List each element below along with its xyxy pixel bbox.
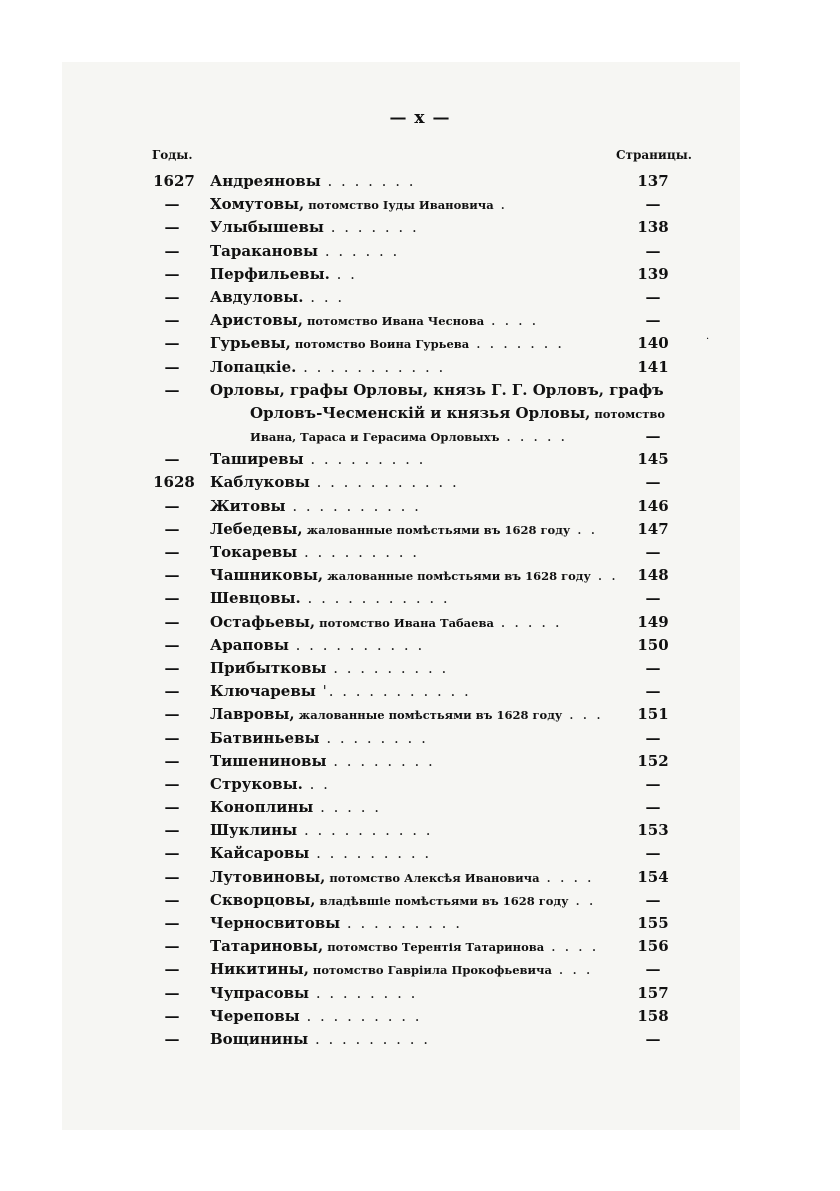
leader-dots: . . . . . . . . . . xyxy=(288,635,425,654)
family-name xyxy=(210,611,620,635)
index-row xyxy=(0,680,840,703)
leader-dots: . . . . . . . . xyxy=(319,728,428,747)
family-name-text: Андреяновы xyxy=(210,172,321,190)
year-dash: — xyxy=(164,450,180,469)
leader-dots: . . . . . . . . . . . xyxy=(296,357,446,376)
page-number: — xyxy=(645,287,661,306)
year-dash: — xyxy=(164,890,180,909)
family-name-text: Вощинины xyxy=(210,1029,309,1048)
leader-dots: . . . xyxy=(551,960,593,979)
family-name xyxy=(210,240,620,263)
index-row xyxy=(0,727,840,750)
family-name xyxy=(210,216,620,239)
leader-dots: . . . . . . . . . xyxy=(309,844,432,863)
page-number: — xyxy=(645,1029,661,1048)
family-name xyxy=(210,495,620,518)
family-name-text: Орловы, графы Орловы, князь Г. Г. Орловъ, графъ xyxy=(210,380,664,399)
year-dash: — xyxy=(164,519,180,538)
family-name-text: Хомутовы, xyxy=(210,195,305,214)
family-name-text: Авдуловы. xyxy=(210,287,304,306)
leader-dots: . . xyxy=(329,264,357,283)
year-dash: — xyxy=(164,728,180,747)
index-row xyxy=(0,982,840,1005)
year-dash: — xyxy=(164,195,180,214)
leader-dots: . . . . . . . . . xyxy=(340,914,462,932)
index-row xyxy=(0,657,840,680)
index-row xyxy=(0,216,840,239)
page-number: — xyxy=(645,658,661,677)
leader-dots: . . . xyxy=(303,287,345,306)
leader-dots: . . . . . xyxy=(499,427,568,446)
page-number: — xyxy=(645,774,661,793)
family-name xyxy=(210,541,620,564)
page-number: — xyxy=(645,890,661,909)
year-dash: — xyxy=(164,774,180,793)
family-name xyxy=(250,425,620,449)
page-number: 156 xyxy=(637,937,669,956)
family-note: потомство Терентія Татаринова xyxy=(323,940,545,955)
leader-dots: . . . . . . . xyxy=(320,172,416,190)
leader-dots: . . . . xyxy=(544,937,599,956)
family-note: владѣвшіе помѣстьями въ 1628 году xyxy=(315,893,569,908)
family-name xyxy=(210,935,620,959)
family-name xyxy=(210,263,620,286)
family-name xyxy=(210,518,620,542)
index-row xyxy=(0,634,840,657)
year-dash: — xyxy=(164,1029,180,1048)
year-dash: — xyxy=(164,218,180,237)
page-number: 155 xyxy=(637,914,669,932)
family-name-text: Шуклины xyxy=(210,821,298,840)
index-row xyxy=(0,564,840,587)
leader-dots: . xyxy=(493,195,508,214)
family-name xyxy=(210,796,620,819)
index-row xyxy=(0,286,840,309)
index-row xyxy=(0,425,840,448)
year-dash: — xyxy=(164,914,180,932)
family-name xyxy=(210,356,620,379)
index-row xyxy=(0,379,840,402)
leader-dots: '. . . . . . . . . . . xyxy=(315,682,471,701)
leader-dots: . . xyxy=(568,890,596,909)
family-note: жалованные помѣстьями въ 1628 году xyxy=(294,708,563,723)
index-row xyxy=(0,495,840,518)
family-name-text: Лопацкіе. xyxy=(210,357,297,376)
family-name xyxy=(210,889,620,913)
year-dash: — xyxy=(164,960,180,979)
index-row xyxy=(0,796,840,819)
family-name xyxy=(210,819,620,842)
leader-dots: . . . . . . . . . . xyxy=(285,496,421,515)
family-name xyxy=(210,1005,620,1028)
page-number: 141 xyxy=(637,357,669,376)
family-note: потомство Алексѣя Ивановича xyxy=(325,870,540,885)
page-number: 153 xyxy=(637,821,669,840)
family-name xyxy=(210,286,620,309)
family-note: потомство xyxy=(590,406,666,421)
family-name-text: Чашниковы, xyxy=(210,566,324,585)
index-row xyxy=(0,448,840,471)
leader-dots: . . xyxy=(590,566,618,585)
year-dash: — xyxy=(164,1006,180,1025)
page-number: 140 xyxy=(637,334,669,353)
index-row xyxy=(0,263,840,286)
family-name-text: Остафьевы, xyxy=(210,612,316,631)
family-name xyxy=(210,587,620,610)
leader-dots: . . . . . . . . . xyxy=(308,1029,430,1048)
family-name-text: Каблуковы xyxy=(210,473,310,492)
index-row xyxy=(0,240,840,263)
family-name-text: Чупрасовы xyxy=(210,983,310,1002)
page-number: 151 xyxy=(637,705,669,724)
index-row xyxy=(0,773,840,796)
index-row xyxy=(0,842,840,865)
index-row xyxy=(0,819,840,842)
page-number: — xyxy=(645,844,661,863)
page-number: — xyxy=(645,473,661,492)
page-number: — xyxy=(645,427,661,446)
leader-dots: . . . . . . . . . xyxy=(299,1006,422,1025)
family-name-text: Ключаревы xyxy=(210,682,316,701)
year-dash: — xyxy=(164,589,180,608)
year-dash: — xyxy=(164,543,180,561)
family-name-text: Лутовиновы, xyxy=(210,867,326,886)
family-name xyxy=(210,912,620,935)
family-name xyxy=(210,634,620,657)
index-row xyxy=(0,958,840,981)
year-dash: — xyxy=(164,612,180,631)
leader-dots: . . . . . xyxy=(493,612,562,631)
page-marker: — x — xyxy=(389,108,451,128)
leader-dots: . . . . . . . . xyxy=(326,751,435,770)
family-name-text: Шевцовы. xyxy=(210,589,301,608)
index-row xyxy=(0,356,840,379)
index-row xyxy=(0,309,840,332)
family-name-text: Перфильевы. xyxy=(210,264,330,283)
family-name xyxy=(210,680,620,703)
index-row xyxy=(0,471,840,494)
year-dash: — xyxy=(164,821,180,840)
family-name-text: Таракановы xyxy=(210,241,319,260)
family-note: потомство Ивана Чеснова xyxy=(302,314,485,329)
leader-dots: . . . xyxy=(562,705,603,724)
page-number: 148 xyxy=(637,566,669,585)
index-row xyxy=(0,703,840,726)
year-dash: — xyxy=(164,241,180,260)
index-row xyxy=(0,611,840,634)
family-name-text: Черносвитовы xyxy=(210,914,341,932)
page-number: — xyxy=(645,960,661,979)
family-name-text: Таширевы xyxy=(210,450,304,469)
family-note: потомство Гаврiила Прокофьевича xyxy=(308,963,552,978)
family-name-text: Токаревы xyxy=(210,543,298,561)
leader-dots: . . . . . . . xyxy=(323,218,419,237)
page-number: 157 xyxy=(637,983,669,1002)
family-name xyxy=(210,1028,620,1051)
page-number: 154 xyxy=(637,867,669,886)
page-number: 146 xyxy=(637,496,669,515)
year-dash: — xyxy=(164,311,180,330)
index-row xyxy=(0,402,840,425)
family-name-text: Житовы xyxy=(210,496,286,515)
leader-dots: . . . . . . xyxy=(318,241,400,260)
year-dash: — xyxy=(164,798,180,817)
page-number: — xyxy=(645,543,661,561)
page-number: 147 xyxy=(637,519,669,538)
family-name xyxy=(250,402,666,426)
family-name xyxy=(210,727,620,750)
year-dash: — xyxy=(164,264,180,283)
year-dash: — xyxy=(164,658,180,677)
index-row xyxy=(0,935,840,958)
year-dash: — xyxy=(164,983,180,1002)
years-column-header: Годы. xyxy=(152,148,193,162)
year-dash: — xyxy=(164,380,180,399)
index-row xyxy=(0,866,840,889)
family-name xyxy=(210,564,620,588)
page-number: — xyxy=(645,311,661,330)
family-name-text: Аристовы, xyxy=(210,311,303,330)
index-row xyxy=(0,518,840,541)
year-dash: — xyxy=(164,867,180,886)
index-row xyxy=(0,1028,840,1051)
family-name-text: Татариновы, xyxy=(210,937,324,956)
index-row xyxy=(0,750,840,773)
leader-dots: . . . . xyxy=(484,311,539,330)
page-number: — xyxy=(645,728,661,747)
page-number: 139 xyxy=(637,264,669,283)
family-name xyxy=(210,657,620,680)
family-note: потомство Ивана Табаева xyxy=(315,615,494,630)
page-number: 152 xyxy=(637,751,669,770)
leader-dots: . . . . . xyxy=(313,798,382,817)
page-number: — xyxy=(645,589,661,608)
family-name-text: Кайсаровы xyxy=(210,844,310,863)
family-name xyxy=(210,982,620,1005)
leader-dots: . . . . . . . . . . . xyxy=(309,473,459,492)
year-dash: — xyxy=(164,496,180,515)
pages-column-header: Страницы. xyxy=(616,148,692,162)
index-row xyxy=(0,541,840,564)
index-row xyxy=(0,170,840,193)
family-name xyxy=(210,703,620,727)
leader-dots: . . xyxy=(570,519,598,538)
index-row xyxy=(0,912,840,935)
family-name xyxy=(210,842,620,865)
leader-dots: . . . . . . . . . . . xyxy=(300,589,450,608)
family-name-text: Никитины, xyxy=(210,960,309,979)
family-note: Ивана, Тараса и Герасима Орловыхъ xyxy=(250,430,500,445)
index-row xyxy=(0,193,840,216)
leader-dots: . . . . . . . xyxy=(469,334,564,353)
leader-dots: . . . . xyxy=(539,867,594,886)
leader-dots: . . . . . . . . . xyxy=(326,658,449,677)
year-value: 1627 xyxy=(153,172,195,190)
leader-dots: . . xyxy=(302,774,330,793)
page-number: 150 xyxy=(637,635,669,654)
leader-dots: . . . . . . . . . xyxy=(297,543,420,561)
family-name-text: Коноплины xyxy=(210,798,314,817)
page-number: 149 xyxy=(637,612,669,631)
family-name xyxy=(210,448,620,471)
index-table xyxy=(0,170,840,1051)
family-name-text: Араповы xyxy=(210,635,289,654)
year-dash: — xyxy=(164,566,180,585)
page-number: 138 xyxy=(637,218,669,237)
family-name xyxy=(210,773,620,796)
index-row xyxy=(0,1005,840,1028)
page-number: — xyxy=(645,241,661,260)
family-name-text: Тишениновы xyxy=(210,751,327,770)
page-number: — xyxy=(645,798,661,817)
family-name-text: Лебедевы, xyxy=(210,519,303,538)
index-row xyxy=(0,587,840,610)
family-name xyxy=(210,193,620,217)
family-name-text: Гурьевы, xyxy=(210,334,291,353)
year-dash: — xyxy=(164,635,180,654)
family-name-text: Улыбышевы xyxy=(210,218,324,237)
year-dash: — xyxy=(164,751,180,770)
index-row xyxy=(0,889,840,912)
family-note: потомство Воина Гурьева xyxy=(290,337,470,352)
family-name xyxy=(210,309,620,333)
family-name xyxy=(210,750,620,773)
year-dash: — xyxy=(164,334,180,353)
page-number: 158 xyxy=(637,1006,669,1025)
leader-dots: . . . . . . . . xyxy=(309,983,418,1002)
page-number: — xyxy=(645,682,661,701)
family-name-text: Лавровы, xyxy=(210,705,295,724)
leader-dots: . . . . . . . . . xyxy=(303,450,426,469)
page-number: — xyxy=(645,195,661,214)
family-name-text: Струковы. xyxy=(210,774,303,793)
family-name-text: Батвиньевы xyxy=(210,728,320,747)
family-name xyxy=(210,332,620,356)
leader-dots: . . . . . . . . . . xyxy=(297,821,433,840)
index-row xyxy=(0,332,840,355)
family-note: потомство Іуды Ивановича xyxy=(304,198,494,213)
family-note: жалованные помѣстьями въ 1628 году xyxy=(323,569,591,584)
stray-mark: · xyxy=(706,334,710,345)
year-dash: — xyxy=(164,682,180,701)
family-name-text: Скворцовы, xyxy=(210,890,316,909)
year-dash: — xyxy=(164,357,180,376)
family-name-text: Череповы xyxy=(210,1006,300,1025)
family-name-text: Орловъ-Чесменскій и князья Орловы, xyxy=(250,403,591,422)
family-name xyxy=(210,866,620,890)
family-name-text: Прибытковы xyxy=(210,658,327,677)
year-dash: — xyxy=(164,705,180,724)
year-value: 1628 xyxy=(153,473,195,492)
year-dash: — xyxy=(164,844,180,863)
year-dash: — xyxy=(164,937,180,956)
family-name xyxy=(210,471,620,494)
family-name xyxy=(210,379,664,402)
page-number: 145 xyxy=(637,450,669,469)
year-dash: — xyxy=(164,287,180,306)
family-name xyxy=(210,170,620,193)
family-note: жалованные помѣстьями въ 1628 году xyxy=(302,522,571,537)
family-name xyxy=(210,958,620,982)
page-number: 137 xyxy=(637,172,669,190)
